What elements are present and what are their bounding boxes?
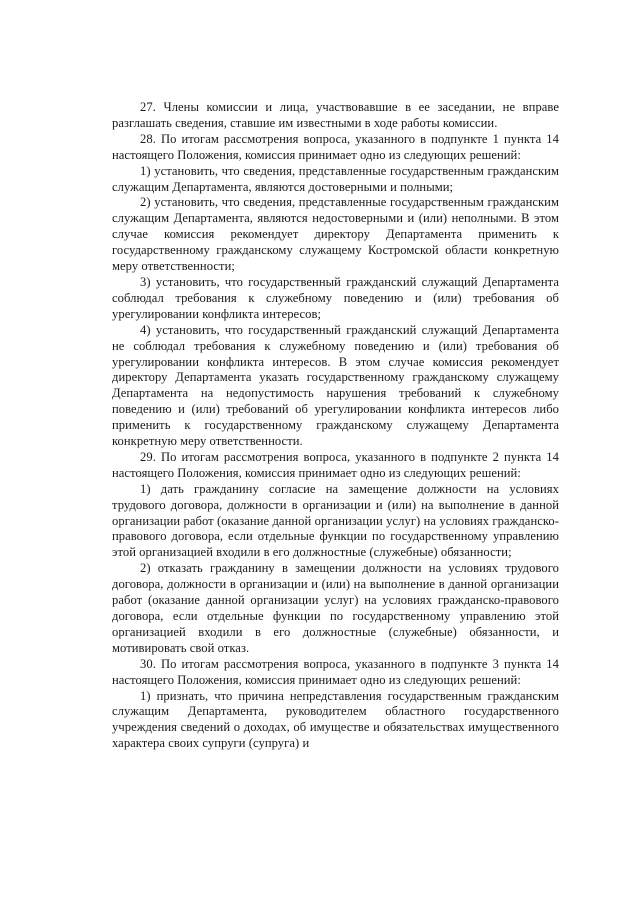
paragraph-30-item-1: 1) признать, что причина непредставления государственным гражданским служащим Департамента, руководителем областного государственного учреждения сведений о доходах, об имуществе и обязательствах имущественного характера своих супруги (супруга) и xyxy=(112,688,559,751)
paragraph-28: 28. По итогам рассмотрения вопроса, указанного в подпункте 1 пункта 14 настоящего Положения, комиссия принимает одно из следующих решений: xyxy=(112,131,559,162)
paragraph-28-item-3: 3) установить, что государственный гражданский служащий Департамента соблюдал требования к служебному поведению и (или) требования об урегулировании конфликта интересов; xyxy=(112,274,559,321)
paragraph-29-item-2: 2) отказать гражданину в замещении должности на условиях трудового договора, должности в организации и (или) на выполнение в данной организации работ (оказание данной организации услуг) на условиях гражданско-правового договора, если отдельные функции по государственному управлению этой организацией входили в его должностные (служебные) обязанности, и мотивировать свой отказ. xyxy=(112,561,559,655)
paragraph-27: 27. Члены комиссии и лица, участвовавшие в ее заседании, не вправе разглашать сведения, ставшие им известными в ходе работы комиссии. xyxy=(112,100,559,130)
paragraph-28-item-4: 4) установить, что государственный гражданский служащий Департамента не соблюдал требования к служебному поведению и (или) требования об урегулировании конфликта интересов. В этом случае комиссия рекомендует директору Департамента указать государственному гражданскому служащему Департамента на недопустимость нарушения требований к служебному поведению и (или) требований об урегулировании конфликта интересов либо применить к государственному гражданскому служащему Департамента конкретную меру ответственности. xyxy=(112,322,559,449)
paragraph-30: 30. По итогам рассмотрения вопроса, указанного в подпункте 3 пункта 14 настоящего Положения, комиссия принимает одно из следующих решений: xyxy=(112,656,559,687)
paragraph-28-item-1: 1) установить, что сведения, представленные государственным гражданским служащим Департамента, являются достоверными и полными; xyxy=(112,163,559,194)
paragraph-29-item-1: 1) дать гражданину согласие на замещение должности на условиях трудового договора, должности в организации и (или) на выполнение в данной организации работ (оказание данной организации услуг) на условиях гражданско-правового договора, если отдельные функции по государственному управлению этой организацией входили в его должностные (служебные) обязанности; xyxy=(112,481,559,560)
document-body xyxy=(112,100,559,752)
paragraph-29: 29. По итогам рассмотрения вопроса, указанного в подпункте 2 пункта 14 настоящего Положения, комиссия принимает одно из следующих решений: xyxy=(112,449,559,480)
paragraph-28-item-2: 2) установить, что сведения, представленные государственным гражданским служащим Департамента, являются недостоверными и (или) неполными. В этом случае комиссия рекомендует директору Департамента применить к государственному гражданскому служащему Костромской области конкретную меру ответственности; xyxy=(112,195,559,274)
